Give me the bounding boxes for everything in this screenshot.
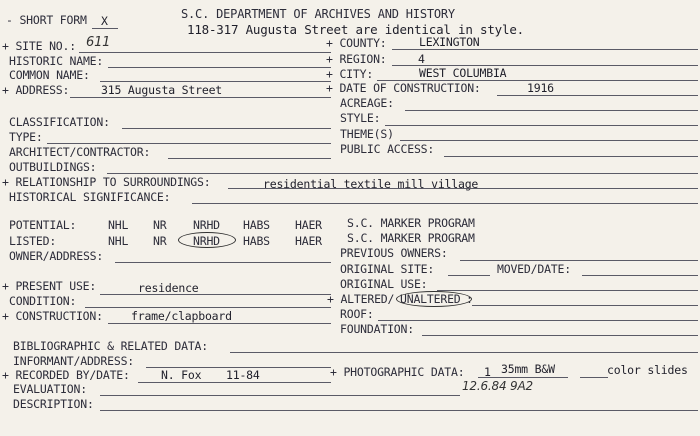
owner-address-label: OWNER/ADDRESS: (9, 249, 104, 263)
recorded-by-value: N. Fox (161, 368, 202, 382)
potential-habs: HABS (243, 218, 270, 232)
potential-haer: HAER (295, 218, 322, 232)
informant-label: INFORMANT/ADDRESS: (13, 354, 135, 368)
city-label: + CITY: (326, 67, 374, 81)
listed-habs: HABS (243, 234, 270, 248)
county-label: + COUNTY: (326, 36, 387, 50)
city-value: WEST COLUMBIA (419, 66, 507, 80)
construction-value: frame/clapboard (131, 309, 232, 323)
date-of-construction-value: 1916 (527, 81, 554, 95)
potential-nr: NR (153, 218, 167, 232)
type-label: TYPE: (9, 130, 43, 144)
region-label: + REGION: (326, 52, 387, 66)
bibliographic-label: BIBLIOGRAPHIC & RELATED DATA: (13, 339, 208, 353)
relationship-value: residential textile mill village (263, 177, 479, 191)
original-site-label: ORIGINAL SITE: (340, 262, 435, 276)
acreage-label: ACREAGE: (340, 96, 394, 110)
present-use-label: + PRESENT USE: (2, 279, 97, 293)
classification-label: CLASSIFICATION: (9, 115, 110, 129)
historic-name-label: HISTORIC NAME: (9, 54, 104, 68)
potential-sc-marker: S.C. MARKER PROGRAM (347, 216, 475, 230)
relationship-label: + RELATIONSHIP TO SURROUNDINGS: (2, 175, 211, 189)
condition-label: CONDITION: (9, 294, 77, 308)
unaltered-option: UNALTERED (400, 292, 461, 306)
photographic-data-label: + PHOTOGRAPHIC DATA: (330, 365, 465, 379)
common-name-label: COMMON NAME: (9, 68, 90, 82)
site-record-card: - SHORT FORM X S.C. DEPARTMENT OF ARCHIVES AND HISTORY 118-317 Augusta Street are identical in style. + SITE NO.: 611 + COUNTY: LEXINGTON HISTORIC NAME: + REGION: 4 COMMON NAME: + CITY: WEST COLUMBIA + ADDRESS: 315 Augusta Street + DATE OF CONSTRUCTION: 1916 ACREAGE: CLASSIFICATION: STYLE: TYPE: THEME(S) ARCHITECT/CONTRACTOR: PUBLIC ACCESS: OUTBUILDINGS: + RELATIONSHIP TO SURROUNDINGS: residential textile mill village HISTORICAL SIGNIFICANCE: POTENTIAL: NHL NR NRHD HABS HAER S.C. MARKER PROGRAM LISTED: NHL NR NRHD HABS HAER S.C. MARKER PROGRAM OWNER/ADDRESS: PREVIOUS OWNERS: ORIGINAL SITE: MOVED/DATE: + PRESENT USE: residence ORIGINAL USE: CONDITION: + ALTERED/ UNALTERED : + CONSTRUCTION: frame/clapboard ROOF: FOUNDATION: BIBLIOGRAPHIC & RELATED DATA: INFORMANT/ADDRESS: + RECORDED BY/DATE: N. Fox 11-84 + PHOTOGRAPHIC DATA: 1 35mm B&W color slides 12.6.84 9A2 EVALUATION: DESCRIPTION: (0, 0, 700, 436)
photo-handwritten-note: 12.6.84 9A2 (462, 379, 533, 393)
historical-significance-label: HISTORICAL SIGNIFICANCE: (9, 190, 171, 204)
unaltered-circle (396, 291, 472, 307)
recorded-by-label: + RECORDED BY/DATE: (2, 368, 130, 382)
outbuildings-label: OUTBUILDINGS: (9, 160, 97, 174)
present-use-value: residence (138, 281, 199, 295)
roof-label: ROOF: (340, 307, 374, 321)
foundation-label: FOUNDATION: (340, 322, 414, 336)
description-label: DESCRIPTION: (13, 397, 94, 411)
listed-label: LISTED: (9, 234, 57, 248)
listed-sc-marker: S.C. MARKER PROGRAM (347, 231, 475, 245)
county-value: LEXINGTON (419, 35, 480, 49)
evaluation-label: EVALUATION: (13, 382, 87, 396)
color-slides-label: color slides (607, 363, 688, 377)
original-use-label: ORIGINAL USE: (340, 277, 428, 291)
listed-haer: HAER (295, 234, 322, 248)
public-access-label: PUBLIC ACCESS: (340, 142, 435, 156)
address-label: + ADDRESS: (2, 83, 70, 97)
listed-nrhd: NRHD (193, 234, 220, 248)
photo-count: 1 (484, 365, 491, 379)
previous-owners-label: PREVIOUS OWNERS: (340, 246, 448, 260)
potential-label: POTENTIAL: (9, 218, 77, 232)
listed-nhl: NHL (108, 234, 129, 248)
site-no-value: 611 (86, 35, 111, 50)
construction-label: + CONSTRUCTION: (2, 309, 103, 323)
listed-nrhd-circle (178, 232, 236, 248)
style-label: STYLE: (340, 111, 381, 125)
short-form-mark: X (101, 14, 108, 28)
photo-type: 35mm B&W (501, 362, 555, 376)
moved-date-label: MOVED/DATE: (497, 262, 571, 276)
architect-label: ARCHITECT/CONTRACTOR: (9, 145, 151, 159)
potential-nhl: NHL (108, 218, 129, 232)
theme-label: THEME(S) (340, 127, 394, 141)
altered-label: + ALTERED/ (327, 292, 395, 306)
department-title: S.C. DEPARTMENT OF ARCHIVES AND HISTORY (181, 7, 455, 21)
site-no-label: + SITE NO.: (2, 39, 76, 53)
listed-nr: NR (153, 234, 167, 248)
address-value: 315 Augusta Street (101, 83, 223, 97)
region-value: 4 (418, 52, 425, 66)
header-note: 118-317 Augusta Street are identical in style. (187, 22, 524, 37)
recorded-date-value: 11-84 (226, 368, 260, 382)
date-of-construction-label: + DATE OF CONSTRUCTION: (326, 81, 481, 95)
short-form-label: - SHORT FORM (6, 13, 87, 27)
potential-nrhd: NRHD (193, 218, 220, 232)
